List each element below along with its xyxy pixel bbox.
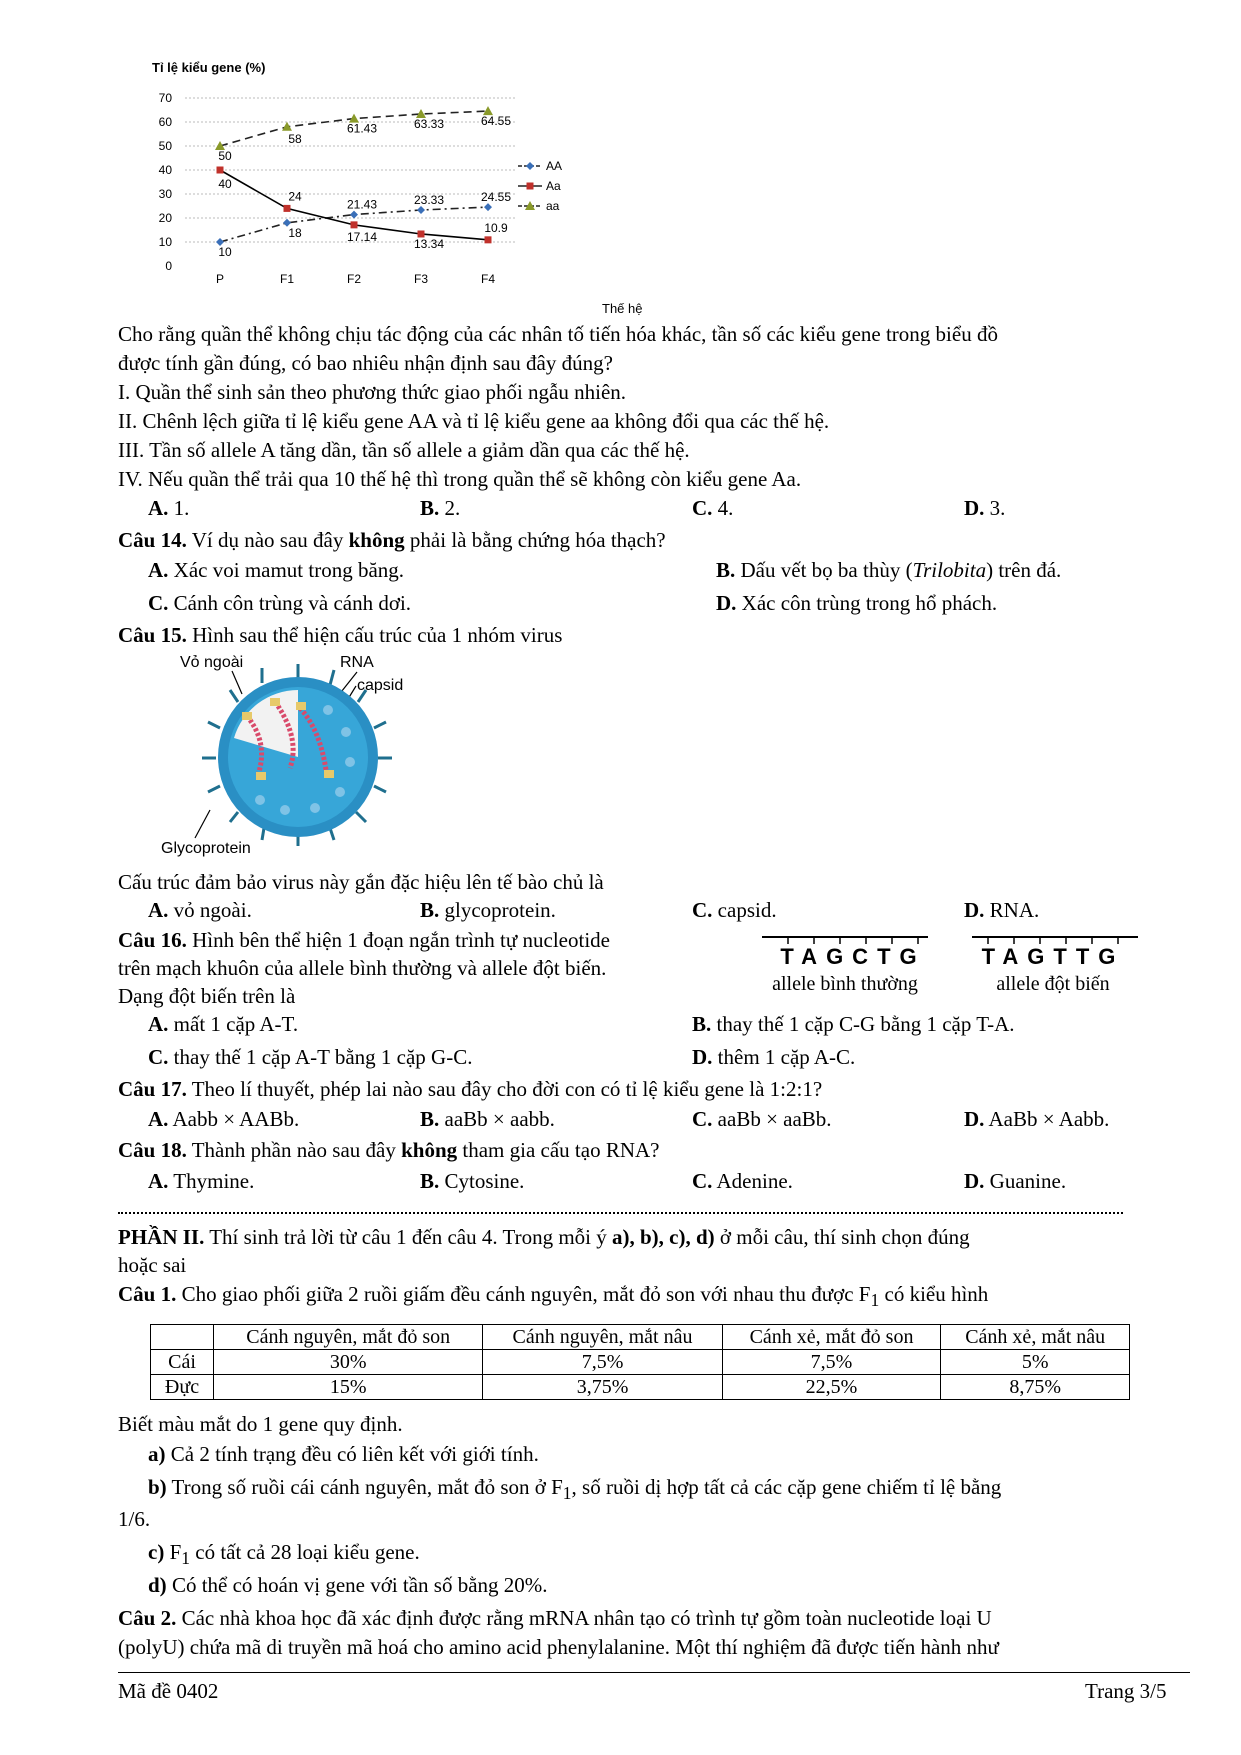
table-header: Cánh nguyên, mắt đỏ son bbox=[214, 1325, 483, 1350]
data-label-aa: 50 bbox=[218, 149, 232, 163]
q17-option-a[interactable]: A. Aabb × AABb. bbox=[148, 1107, 300, 1131]
table-cell: 8,75% bbox=[941, 1375, 1130, 1400]
footer-exam-code: Mã đề 0402 bbox=[118, 1679, 219, 1703]
data-label-Aa: 40 bbox=[218, 177, 232, 191]
fig-label-rna: RNA bbox=[340, 654, 374, 671]
q13-statement-4: IV. Nếu quần thể trải qua 10 thế hệ thì trong quần thể sẽ không còn kiểu gene Aa. bbox=[118, 467, 802, 491]
q15-option-a[interactable]: A. vỏ ngoài. bbox=[148, 898, 252, 922]
legend-marker-AA bbox=[526, 162, 534, 170]
c1-item-b-cont: 1/6. bbox=[118, 1507, 151, 1531]
x-tick-label: F2 bbox=[346, 272, 362, 286]
c2-stem-line1: Câu 2. Các nhà khoa học đã xác định được rằng mRNA nhân tạo có trình tự gồm toàn nucleotide loại U bbox=[118, 1606, 992, 1630]
data-point-Aa bbox=[351, 221, 358, 228]
q18-option-d[interactable]: D. Guanine. bbox=[964, 1169, 1067, 1193]
q14-option-d[interactable]: D. Xác côn trùng trong hổ phách. bbox=[716, 591, 998, 615]
x-tick-label: F1 bbox=[279, 272, 295, 286]
table-header: Cánh xẻ, mắt đỏ son bbox=[722, 1325, 941, 1350]
chart-xlabel: Thế hệ bbox=[602, 301, 643, 316]
x-tick-label: P bbox=[215, 272, 225, 286]
q13-option-b[interactable]: B. 2. bbox=[420, 496, 461, 520]
q13-stem-line2: được tính gần đúng, có bao nhiêu nhận định sau đây đúng? bbox=[118, 351, 613, 375]
caption-normal: allele bình thường bbox=[772, 973, 918, 995]
q16-stem-line1: Câu 16. Hình bên thể hiện 1 đoạn ngắn trình tự nucleotide bbox=[118, 928, 610, 952]
sequence-figure bbox=[750, 930, 1150, 1002]
q16-option-b[interactable]: B. thay thế 1 cặp C-G bằng 1 cặp T-A. bbox=[692, 1012, 1015, 1036]
seq-mutant: TAGTTG bbox=[981, 944, 1125, 969]
data-point-AA bbox=[484, 203, 492, 211]
legend-label-aa: aa bbox=[546, 199, 560, 213]
table-row bbox=[151, 1375, 1130, 1400]
c1-note: Biết màu mắt do 1 gene quy định. bbox=[118, 1412, 403, 1436]
data-label-AA: 24.55 bbox=[480, 190, 512, 205]
q15-question: Cấu trúc đảm bảo virus này gắn đặc hiệu lên tế bào chủ là bbox=[118, 870, 604, 894]
data-label-aa: 64.55 bbox=[480, 114, 512, 129]
c1-item-d[interactable]: d) Có thể có hoán vị gene với tần số bằng 20%. bbox=[148, 1573, 548, 1597]
q16-option-d[interactable]: D. thêm 1 cặp A-C. bbox=[692, 1045, 856, 1069]
q13-stem-line1: Cho rằng quần thể không chịu tác động của các nhân tố tiến hóa khác, tần số các kiểu gene trong biểu đồ bbox=[118, 322, 998, 346]
table-header-row bbox=[151, 1325, 1130, 1350]
c1-item-b[interactable]: b) Trong số ruồi cái cánh nguyên, mắt đỏ son ở $F_1$, số ruồi dị hợp tất cả các cặp gene chiếm tỉ lệ bằng bbox=[148, 1475, 1002, 1504]
table-header bbox=[151, 1325, 214, 1350]
table-cell: 7,5% bbox=[722, 1350, 941, 1375]
q18-stem: Câu 18. Thành phần nào sau đây không tham gia cấu tạo RNA? bbox=[118, 1138, 660, 1162]
x-tick-label: F4 bbox=[480, 272, 496, 286]
y-tick-label: 0 bbox=[165, 259, 172, 273]
q14-option-b[interactable]: B. Dấu vết bọ ba thùy (Trilobita) trên đá. bbox=[716, 558, 1062, 582]
data-label-AA: 10 bbox=[218, 245, 232, 259]
data-label-aa: 61.43 bbox=[346, 121, 378, 136]
y-tick-label: 70 bbox=[158, 91, 172, 105]
q16-stem-line3: Dạng đột biến trên là bbox=[118, 984, 296, 1008]
table-cell: 5% bbox=[941, 1350, 1130, 1375]
table-header: Cánh nguyên, mắt nâu bbox=[483, 1325, 722, 1350]
table-row bbox=[151, 1350, 1130, 1375]
data-point-Aa bbox=[485, 236, 492, 243]
c1-item-a[interactable]: a) Cả 2 tính trạng đều có liên kết với giới tính. bbox=[148, 1442, 539, 1466]
genotype-chart bbox=[140, 52, 680, 327]
q15-stem: Câu 15. Hình sau thể hiện cấu trúc của 1 nhóm virus bbox=[118, 623, 563, 647]
part2-intro-line1: PHẦN II. Thí sinh trả lời từ câu 1 đến câu 4. Trong mỗi ý a), b), c), d) ở mỗi câu, thí sinh chọn đúng bbox=[118, 1225, 970, 1249]
fig-label-outer: Vỏ ngoài bbox=[180, 654, 244, 671]
chart-ylabel: Tỉ lệ kiểu gene (%) bbox=[152, 60, 266, 75]
caption-mutant: allele đột biến bbox=[996, 973, 1110, 995]
table-cell: 15% bbox=[214, 1375, 483, 1400]
data-point-Aa bbox=[217, 167, 224, 174]
q17-option-b[interactable]: B. aaBb × aabb. bbox=[420, 1107, 555, 1131]
q18-option-c[interactable]: C. Adenine. bbox=[692, 1169, 793, 1193]
x-tick-label: F3 bbox=[413, 272, 429, 286]
y-tick-label: 30 bbox=[158, 187, 172, 201]
q17-option-d[interactable]: D. AaBb × Aabb. bbox=[964, 1107, 1110, 1131]
seq-normal: TAGCTG bbox=[780, 944, 926, 969]
phenotype-table bbox=[150, 1324, 1130, 1400]
part2-intro-line2: hoặc sai bbox=[118, 1253, 187, 1277]
q16-stem-line2: trên mạch khuôn của allele bình thường và allele đột biến. bbox=[118, 956, 607, 980]
legend-label-Aa: Aa bbox=[546, 179, 561, 193]
table-cell: 22,5% bbox=[722, 1375, 941, 1400]
q17-stem: Câu 17. Theo lí thuyết, phép lai nào sau đây cho đời con có tỉ lệ kiểu gene là 1:2:1? bbox=[118, 1077, 823, 1101]
q15-option-b[interactable]: B. glycoprotein. bbox=[420, 898, 556, 922]
q13-option-d[interactable]: D. 3. bbox=[964, 496, 1006, 520]
data-label-AA: 23.33 bbox=[413, 193, 445, 208]
data-label-aa: 58 bbox=[288, 131, 302, 146]
section-divider bbox=[118, 1212, 1123, 1214]
c2-stem-line2: (polyU) chứa mã di truyền mã hoá cho amino acid phenylalanine. Một thí nghiệm đã được tiến hành như bbox=[118, 1635, 999, 1659]
footer-rule bbox=[118, 1672, 1190, 1673]
fig-label-glycoprotein: Glycoprotein bbox=[161, 840, 251, 857]
fig-label-capsid: capsid bbox=[357, 677, 404, 694]
y-tick-label: 20 bbox=[158, 211, 172, 225]
table-cell: 7,5% bbox=[483, 1350, 722, 1375]
data-label-AA: 21.43 bbox=[346, 197, 378, 212]
data-point-AA bbox=[417, 206, 425, 214]
q15-option-c[interactable]: C. capsid. bbox=[692, 898, 777, 922]
data-point-aa bbox=[282, 122, 292, 131]
data-label-aa: 63.33 bbox=[413, 117, 445, 132]
data-label-Aa: 10.9 bbox=[484, 220, 508, 235]
q17-option-c[interactable]: C. aaBb × aaBb. bbox=[692, 1107, 832, 1131]
q13-statement-3: III. Tần số allele A tăng dần, tần số allele a giảm dần qua các thế hệ. bbox=[118, 438, 690, 462]
q18-option-b[interactable]: B. Cytosine. bbox=[420, 1169, 525, 1193]
q13-option-a[interactable]: A. 1. bbox=[148, 496, 190, 520]
virus-figure bbox=[150, 650, 450, 860]
q14-option-c[interactable]: C. Cánh côn trùng và cánh dơi. bbox=[148, 591, 412, 615]
q14-stem: Câu 14. Ví dụ nào sau đây không phải là bằng chứng hóa thạch? bbox=[118, 528, 666, 552]
data-label-Aa: 13.34 bbox=[413, 236, 445, 251]
table-header: Cánh xẻ, mắt nâu bbox=[941, 1325, 1130, 1350]
data-label-AA: 18 bbox=[288, 225, 302, 240]
q14-option-a[interactable]: A. Xác voi mamut trong băng. bbox=[148, 558, 405, 582]
c1-stem: Câu 1. Cho giao phối giữa 2 ruồi giấm đều cánh nguyên, mắt đỏ son với nhau thu được $F_1$ có kiểu hình bbox=[118, 1282, 989, 1311]
y-tick-label: 50 bbox=[158, 139, 172, 153]
q16-option-a[interactable]: A. mất 1 cặp A-T. bbox=[148, 1012, 299, 1036]
legend-label-AA: AA bbox=[546, 159, 563, 173]
data-point-AA bbox=[350, 211, 358, 219]
data-point-Aa bbox=[284, 205, 291, 212]
q13-option-c[interactable]: C. 4. bbox=[692, 496, 734, 520]
table-cell: 3,75% bbox=[483, 1375, 722, 1400]
data-label-Aa: 24 bbox=[288, 189, 302, 204]
q15-option-d[interactable]: D. RNA. bbox=[964, 898, 1040, 922]
y-tick-label: 60 bbox=[158, 115, 172, 129]
y-tick-label: 40 bbox=[158, 163, 172, 177]
q18-option-a[interactable]: A. Thymine. bbox=[148, 1169, 255, 1193]
table-cell: Đực bbox=[151, 1375, 214, 1400]
table-cell: 30% bbox=[214, 1350, 483, 1375]
c1-item-c[interactable]: c) $F_1$ có tất cả 28 loại kiểu gene. bbox=[148, 1540, 420, 1569]
q13-statement-2: II. Chênh lệch giữa tỉ lệ kiểu gene AA và tỉ lệ kiểu gene aa không đổi qua các thế hệ. bbox=[118, 409, 830, 433]
legend-marker-Aa bbox=[527, 183, 534, 190]
table-cell: Cái bbox=[151, 1350, 214, 1375]
q16-option-c[interactable]: C. thay thế 1 cặp A-T bằng 1 cặp G-C. bbox=[148, 1045, 473, 1069]
q13-statement-1: I. Quần thể sinh sản theo phương thức giao phối ngẫu nhiên. bbox=[118, 380, 627, 404]
data-label-Aa: 17.14 bbox=[346, 229, 378, 244]
footer-page-number: Trang 3/5 bbox=[1085, 1679, 1167, 1703]
y-tick-label: 10 bbox=[158, 235, 172, 249]
